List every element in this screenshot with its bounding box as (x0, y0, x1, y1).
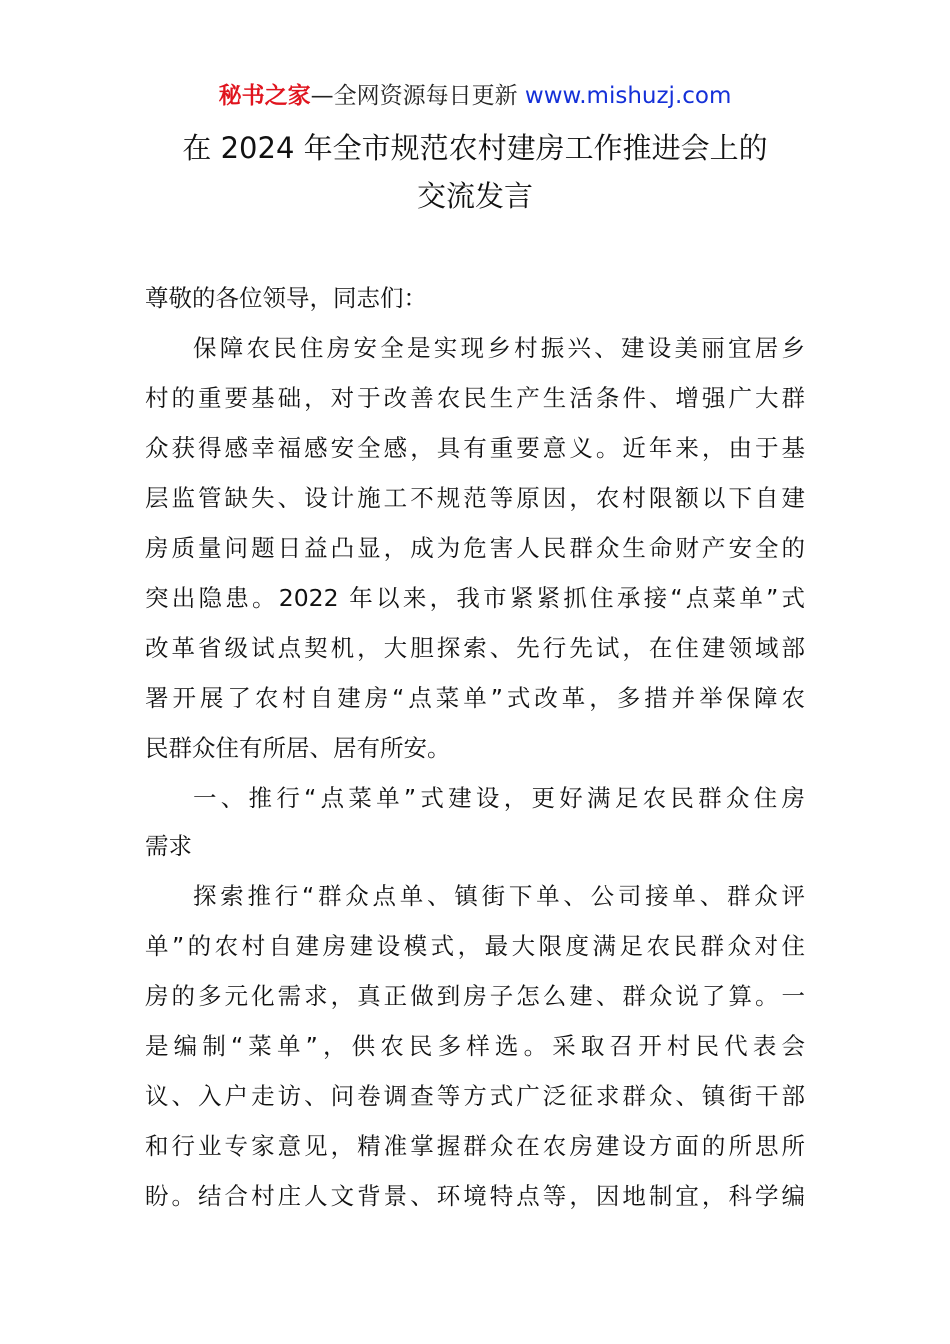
paragraph-line: 众获得感幸福感安全感，具有重要意义。近年来，由于基 (145, 434, 805, 462)
paragraph-line: 探索推行“群众点单、镇街下单、公司接单、群众评 (193, 882, 805, 910)
paragraph-line: 改革省级试点契机，大胆探索、先行先试，在住建领域部 (145, 634, 805, 662)
paragraph-line: 保障农民住房安全是实现乡村振兴、建设美丽宜居乡 (193, 334, 805, 362)
paragraph-line: 议、入户走访、问卷调查等方式广泛征求群众、镇街干部 (145, 1082, 805, 1110)
document-title-line-1: 在 2024 年全市规范农村建房工作推进会上的 (182, 131, 768, 165)
paragraph-line: 盼。结合村庄人文背景、环境特点等，因地制宜，科学编 (145, 1182, 805, 1210)
paragraph-line: 房的多元化需求，真正做到房子怎么建、群众说了算。一 (145, 982, 805, 1010)
paragraph-line: 单”的农村自建房建设模式，最大限度满足农民群众对住 (145, 932, 805, 960)
paragraph-line: 村的重要基础，对于改善农民生产生活条件、增强广大群 (145, 384, 805, 412)
paragraph-line: 署开展了农村自建房“点菜单”式改革，多措并举保障农 (145, 684, 805, 712)
site-brand: 秘书之家 (218, 83, 311, 109)
paragraph-line: 突出隐患。2022 年以来，我市紧紧抓住承接“点菜单”式 (145, 584, 805, 612)
site-tagline: —全网资源每日更新 (310, 83, 525, 109)
section-heading-line: 一、推行“点菜单”式建设，更好满足农民群众住房 (193, 784, 805, 812)
salutation: 尊敬的各位领导，同志们： (145, 284, 427, 312)
document-title-line-2: 交流发言 (416, 179, 533, 213)
paragraph-line: 民群众住有所居、居有所安。 (145, 734, 451, 762)
site-url-link[interactable]: www.mishuzj.com (524, 83, 732, 109)
section-heading-line: 需求 (145, 832, 192, 860)
paragraph-line: 层监管缺失、设计施工不规范等原因，农村限额以下自建 (145, 484, 805, 512)
site-header (0, 80, 950, 112)
paragraph-line: 房质量问题日益凸显，成为危害人民群众生命财产安全的 (145, 534, 805, 562)
paragraph-line: 是编制“菜单”，供农民多样选。采取召开村民代表会 (145, 1032, 805, 1060)
paragraph-line: 和行业专家意见，精准掌握群众在农房建设方面的所思所 (145, 1132, 805, 1160)
